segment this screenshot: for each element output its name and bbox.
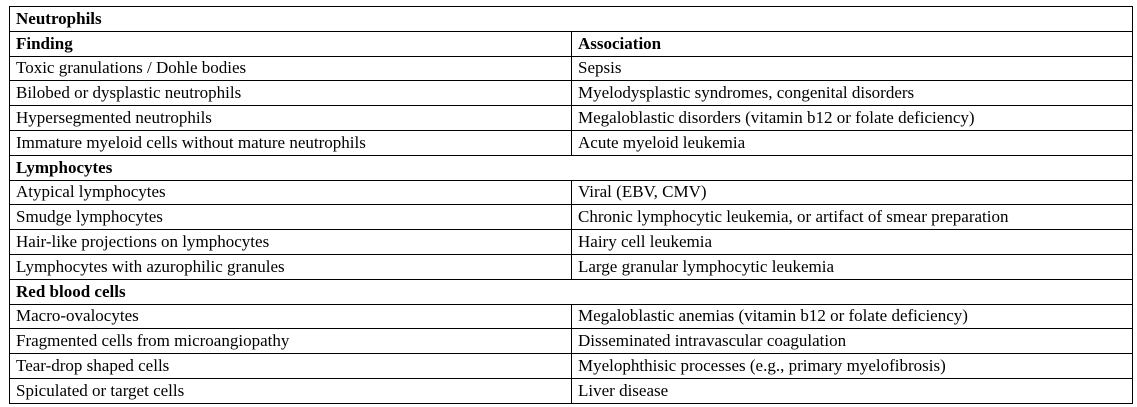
section-row-neutrophils <box>10 7 1133 32</box>
association-cell: Megaloblastic anemias (vitamin b12 or folate deficiency) <box>572 304 1133 329</box>
association-cell: Myelophthisic processes (e.g., primary myelofibrosis) <box>572 354 1133 379</box>
association-cell: Disseminated intravascular coagulation <box>572 329 1133 354</box>
table-row <box>10 106 1133 131</box>
finding-cell: Smudge lymphocytes <box>10 205 572 230</box>
table-row <box>10 81 1133 106</box>
section-title: Neutrophils <box>10 7 1133 32</box>
association-cell: Viral (EBV, CMV) <box>572 180 1133 205</box>
table-row <box>10 329 1133 354</box>
table-header-row <box>10 31 1133 56</box>
finding-cell: Spiculated or target cells <box>10 378 572 403</box>
table-row <box>10 354 1133 379</box>
association-cell: Acute myeloid leukemia <box>572 130 1133 155</box>
table-row <box>10 304 1133 329</box>
association-cell: Large granular lymphocytic leukemia <box>572 254 1133 279</box>
table-row <box>10 205 1133 230</box>
association-cell: Megaloblastic disorders (vitamin b12 or folate deficiency) <box>572 106 1133 131</box>
section-title: Lymphocytes <box>10 155 1133 180</box>
finding-cell: Atypical lymphocytes <box>10 180 572 205</box>
table-row <box>10 56 1133 81</box>
finding-cell: Lymphocytes with azurophilic granules <box>10 254 572 279</box>
finding-cell: Immature myeloid cells without mature neutrophils <box>10 130 572 155</box>
column-header-association: Association <box>572 31 1133 56</box>
section-title: Red blood cells <box>10 279 1133 304</box>
finding-cell: Toxic granulations / Dohle bodies <box>10 56 572 81</box>
blood-smear-table-container <box>9 6 1132 404</box>
table-row <box>10 130 1133 155</box>
finding-cell: Hair-like projections on lymphocytes <box>10 230 572 255</box>
table-row <box>10 378 1133 403</box>
association-cell: Liver disease <box>572 378 1133 403</box>
association-cell: Chronic lymphocytic leukemia, or artifact of smear preparation <box>572 205 1133 230</box>
section-row-red-blood-cells <box>10 279 1133 304</box>
finding-cell: Fragmented cells from microangiopathy <box>10 329 572 354</box>
association-cell: Sepsis <box>572 56 1133 81</box>
table-row <box>10 180 1133 205</box>
section-row-lymphocytes <box>10 155 1133 180</box>
association-cell: Myelodysplastic syndromes, congenital disorders <box>572 81 1133 106</box>
association-cell: Hairy cell leukemia <box>572 230 1133 255</box>
blood-smear-findings-table <box>9 6 1133 404</box>
finding-cell: Bilobed or dysplastic neutrophils <box>10 81 572 106</box>
finding-cell: Tear-drop shaped cells <box>10 354 572 379</box>
column-header-finding: Finding <box>10 31 572 56</box>
finding-cell: Macro-ovalocytes <box>10 304 572 329</box>
table-row <box>10 254 1133 279</box>
table-row <box>10 230 1133 255</box>
finding-cell: Hypersegmented neutrophils <box>10 106 572 131</box>
